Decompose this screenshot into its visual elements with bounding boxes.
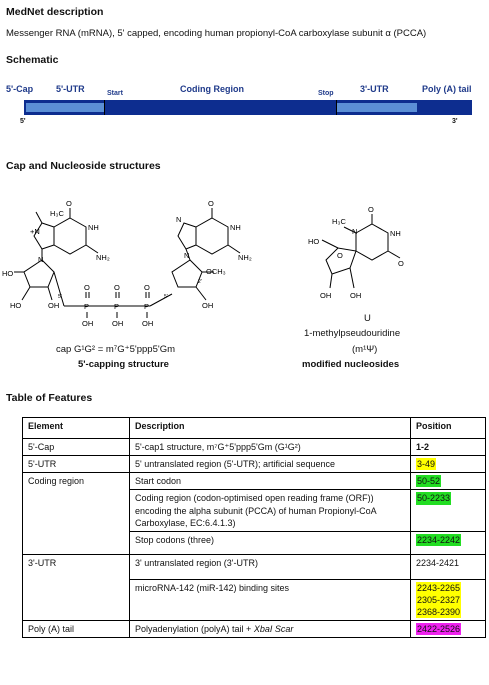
cell-position: [411, 456, 486, 473]
cap-structure-name: 5'-capping structure: [78, 359, 169, 370]
atom-nh-1: NH: [88, 223, 99, 232]
atom-o-ring: O: [337, 251, 343, 260]
table-row: [23, 439, 486, 456]
atom-nh2-1: NH₂: [96, 253, 110, 262]
position-highlight: 50-2233: [417, 493, 451, 504]
header-position: Position: [411, 418, 486, 439]
atom-oh-p1: OH: [82, 319, 94, 328]
atom-nh-2: NH: [230, 223, 241, 232]
cell-element: 5'-Cap: [23, 439, 130, 456]
three-prime-label: 3': [452, 118, 458, 125]
position-highlight: 2368-2390: [417, 607, 461, 618]
nucleoside-abbrev: (m¹Ψ): [352, 344, 378, 355]
atom-oh-p2: OH: [112, 319, 124, 328]
atom-n-plus: +N: [30, 227, 40, 236]
cell-element: 3'-UTR: [23, 554, 130, 620]
utr5-label: 5'-UTR: [56, 84, 85, 94]
atom-o-2: O: [208, 199, 214, 208]
header-description: Description: [130, 418, 411, 439]
mrna-schematic: [6, 84, 476, 130]
u-label: U: [364, 313, 371, 324]
stop-label: Stop: [318, 90, 334, 97]
atom-oh-2: OH: [202, 301, 214, 310]
atom-n-4: N: [352, 227, 358, 236]
cell-element: 5'-UTR: [23, 456, 130, 473]
cell-position: [411, 579, 486, 620]
atom-o-1: O: [66, 199, 72, 208]
cell-element: Coding region: [23, 473, 130, 555]
description-emphasis: XbaI Scar: [253, 624, 294, 635]
cell-description: Start codon: [130, 473, 411, 490]
nucleoside-name: 1-methylpseudouridine: [304, 328, 401, 339]
schematic-title: Schematic: [6, 54, 59, 66]
cell-element: Poly (A) tail: [23, 621, 130, 638]
utr3-segment: [337, 103, 417, 112]
atom-o-4: O: [398, 259, 404, 268]
cell-position: [411, 490, 486, 531]
atom-o-p1: O: [84, 283, 90, 292]
cell-position: [411, 473, 486, 490]
cap-formula-caption: cap G¹G² = m⁷G⁺5'ppp5'Gm: [56, 344, 175, 355]
atom-oh-4: OH: [350, 291, 362, 300]
mrna-bar: [24, 100, 472, 115]
cell-position: [411, 621, 486, 638]
cell-description: Stop codons (three): [130, 531, 411, 554]
atom-ho-1: HO: [2, 269, 14, 278]
atom-5prime-2: 5': [164, 294, 168, 300]
position-highlight: 3-49: [417, 459, 436, 470]
cell-description: Coding region (codon-optimised open reading frame (ORF)) encoding the alpha subunit (PCCA) of human Propionyl-CoA Carboxylase, EC:6.4.1.3): [130, 490, 411, 531]
atom-oh-1: OH: [48, 301, 60, 310]
five-prime-label: 5': [20, 118, 26, 125]
table-row: [23, 554, 486, 579]
cell-position: 2234-2421: [411, 554, 486, 579]
cell-position: [411, 531, 486, 554]
cap-label: 5'-Cap: [6, 84, 34, 94]
position-highlight: 2422-2526: [417, 624, 461, 635]
mednet-title: MedNet description: [6, 6, 104, 18]
atom-2prime: 2': [198, 279, 202, 285]
description-main: Polyadenylation (polyA) tail +: [135, 624, 254, 635]
atom-n-2: N: [176, 215, 182, 224]
table-row: [23, 473, 486, 490]
atom-p-3: P: [144, 302, 150, 311]
atom-nh-3: NH: [390, 229, 401, 238]
cell-description: microRNA-142 (miR-142) binding sites: [130, 579, 411, 620]
cell-description: 5'-cap1 structure, m⁷G⁺5'ppp5'Gm (G¹G²): [130, 439, 411, 456]
utr3-label: 3'-UTR: [360, 84, 389, 94]
cell-description: [130, 621, 411, 638]
mrna-description: Messenger RNA (mRNA), 5' capped, encoding human propionyl-CoA carboxylase subunit α (PCCA): [6, 28, 427, 39]
atom-h3c-2: H₃C: [332, 217, 346, 226]
table-row: [23, 456, 486, 473]
features-table: [22, 417, 486, 638]
table-title: Table of Features: [6, 392, 93, 404]
atom-oh-3: OH: [320, 291, 332, 300]
cell-description: 5' untranslated region (5'-UTR); artificial sequence: [130, 456, 411, 473]
position-highlight: 2243-2265: [417, 582, 461, 593]
atom-n-3: N: [184, 251, 190, 260]
atom-p-1: P: [84, 302, 90, 311]
utr5-segment: [26, 103, 104, 112]
atom-nh2-2: NH₂: [238, 253, 252, 262]
cap-structures-title: Cap and Nucleoside structures: [6, 160, 161, 172]
position-highlight: 2234-2242: [417, 534, 461, 545]
cell-description: 3' untranslated region (3'-UTR): [130, 554, 411, 579]
table-row: [23, 621, 486, 638]
atom-oh-p3: OH: [142, 319, 154, 328]
atom-h3c: H₃C: [50, 209, 64, 218]
header-element: Element: [23, 418, 130, 439]
atom-ho-2: HO: [10, 301, 22, 310]
position-highlight: 2305-2327: [417, 594, 461, 605]
start-marker: [104, 100, 105, 115]
atom-o-3: O: [368, 205, 374, 214]
start-label: Start: [107, 90, 123, 97]
coding-label: Coding Region: [180, 84, 244, 94]
atom-och3: OCH₃: [206, 267, 226, 276]
polya-label: Poly (A) tail: [422, 84, 472, 94]
atom-o-p2: O: [114, 283, 120, 292]
atom-p-2: P: [114, 302, 120, 311]
table-header-row: [23, 418, 486, 439]
atom-n-1: N: [38, 255, 44, 264]
atom-ho-3: HO: [308, 237, 320, 246]
modified-nucleosides-caption: modified nucleosides: [302, 359, 400, 370]
atom-5prime-1: 5': [58, 294, 62, 300]
atom-o-p3: O: [144, 283, 150, 292]
cell-position: 1-2: [411, 439, 486, 456]
position-highlight: 50-52: [417, 476, 441, 487]
